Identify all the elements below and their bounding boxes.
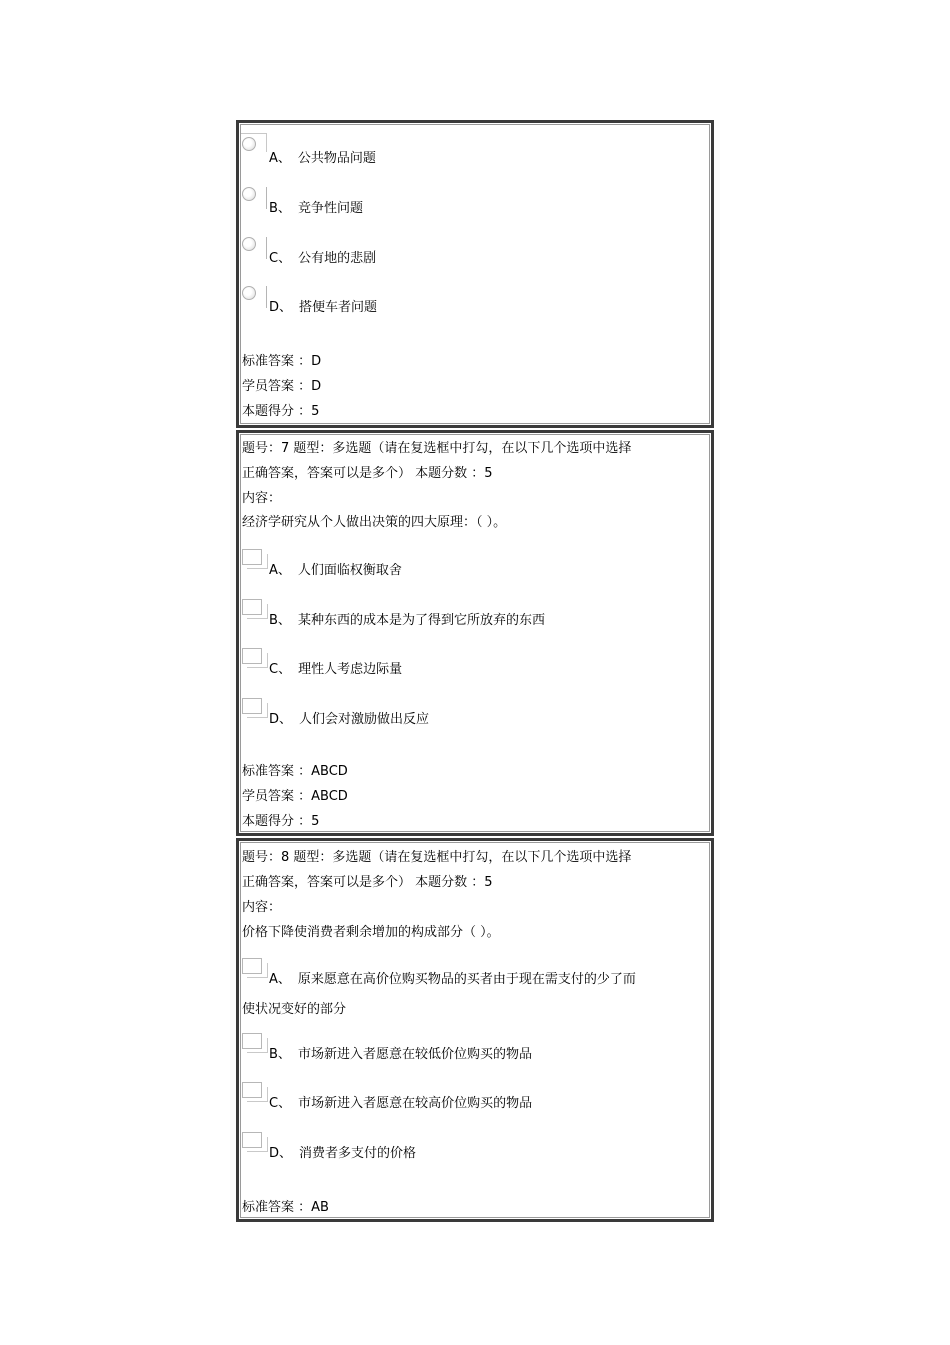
q7-option-c[interactable] <box>242 648 702 677</box>
q6-option-a[interactable] <box>242 137 702 166</box>
checkbox-b[interactable] <box>242 1033 262 1049</box>
q8-header-line2: 正确答案，答案可以是多个） 本题分数 ：5 <box>242 875 493 890</box>
q6-option-b-label: B、 竞争性问题 <box>269 201 363 216</box>
q6-option-a-label: A、 公共物品问题 <box>269 151 376 166</box>
q7-question-text: 经济学研究从个人做出决策的四大原理：（ ）。 <box>242 515 507 530</box>
radio-button-b[interactable] <box>242 187 256 201</box>
checkbox-d[interactable] <box>242 698 262 714</box>
q7-score: 本题得分 ：5 <box>242 814 320 829</box>
q8-header-line1: 题号：8 题型：多选题（请在复选框中打勾，在以下几个选项中选择 <box>242 850 632 865</box>
q8-option-a[interactable] <box>242 958 702 987</box>
q8-option-c-label: C、 市场新进入者愿意在较高价位购买的物品 <box>269 1096 533 1111</box>
divider <box>266 286 267 308</box>
q6-standard-answer: 标准答案 ：D <box>242 354 322 369</box>
divider <box>266 237 267 259</box>
radio-button-a[interactable] <box>242 137 256 151</box>
checkbox-a[interactable] <box>242 549 262 565</box>
q8-option-d-label: D、 消费者多支付的价格 <box>269 1146 417 1161</box>
q6-student-answer: 学员答案 ：D <box>242 379 322 394</box>
checkbox-d[interactable] <box>242 1132 262 1148</box>
q8-option-b-label: B、 市场新进入者愿意在较低价位购买的物品 <box>269 1047 532 1062</box>
q6-option-d-label: D、 搭便车者问题 <box>269 300 378 315</box>
q7-student-answer: 学员答案 ：ABCD <box>242 789 348 804</box>
q8-option-d[interactable] <box>242 1132 702 1161</box>
q7-standard-answer: 标准答案 ：ABCD <box>242 764 348 779</box>
q7-option-c-label: C、 理性人考虑边际量 <box>269 662 403 677</box>
checkbox-c[interactable] <box>242 1082 262 1098</box>
radio-button-d[interactable] <box>242 286 256 300</box>
q8-option-a-continuation: 使状况变好的部分 <box>242 1002 347 1017</box>
radio-button-c[interactable] <box>242 237 256 251</box>
q7-option-d[interactable] <box>242 698 702 727</box>
q7-option-b-label: B、 某种东西的成本是为了得到它所放弃的东西 <box>269 613 545 628</box>
q7-option-a-label: A、 人们面临权衡取舍 <box>269 563 402 578</box>
question-6-panel <box>236 120 714 428</box>
q7-header-line2: 正确答案，答案可以是多个） 本题分数 ：5 <box>242 466 493 481</box>
checkbox-a[interactable] <box>242 958 262 974</box>
q8-option-c[interactable] <box>242 1082 702 1111</box>
question-8-panel <box>236 838 714 1222</box>
divider <box>266 187 267 209</box>
q6-score: 本题得分 ：5 <box>242 404 320 419</box>
q7-option-a[interactable] <box>242 549 702 578</box>
q6-option-c[interactable] <box>242 237 702 266</box>
q7-header-line1: 题号：7 题型：多选题（请在复选框中打勾，在以下几个选项中选择 <box>242 441 632 456</box>
q8-option-b[interactable] <box>242 1033 702 1062</box>
q7-content-label: 内容： <box>242 491 282 506</box>
q8-option-a-label: A、 原来愿意在高价位购买物品的买者由于现在需支付的少了而 <box>269 972 636 987</box>
q6-option-b[interactable] <box>242 187 702 216</box>
q8-content-label: 内容： <box>242 900 282 915</box>
q8-standard-answer: 标准答案 ：AB <box>242 1200 329 1215</box>
q7-option-b[interactable] <box>242 599 702 628</box>
checkbox-b[interactable] <box>242 599 262 615</box>
q6-option-d[interactable] <box>242 286 702 315</box>
checkbox-c[interactable] <box>242 648 262 664</box>
q7-option-d-label: D、 人们会对激励做出反应 <box>269 712 430 727</box>
question-7-panel <box>236 430 714 836</box>
q6-option-c-label: C、 公有地的悲剧 <box>269 251 377 266</box>
q8-question-text: 价格下降使消费者剩余增加的构成部分（ ）。 <box>242 925 500 940</box>
